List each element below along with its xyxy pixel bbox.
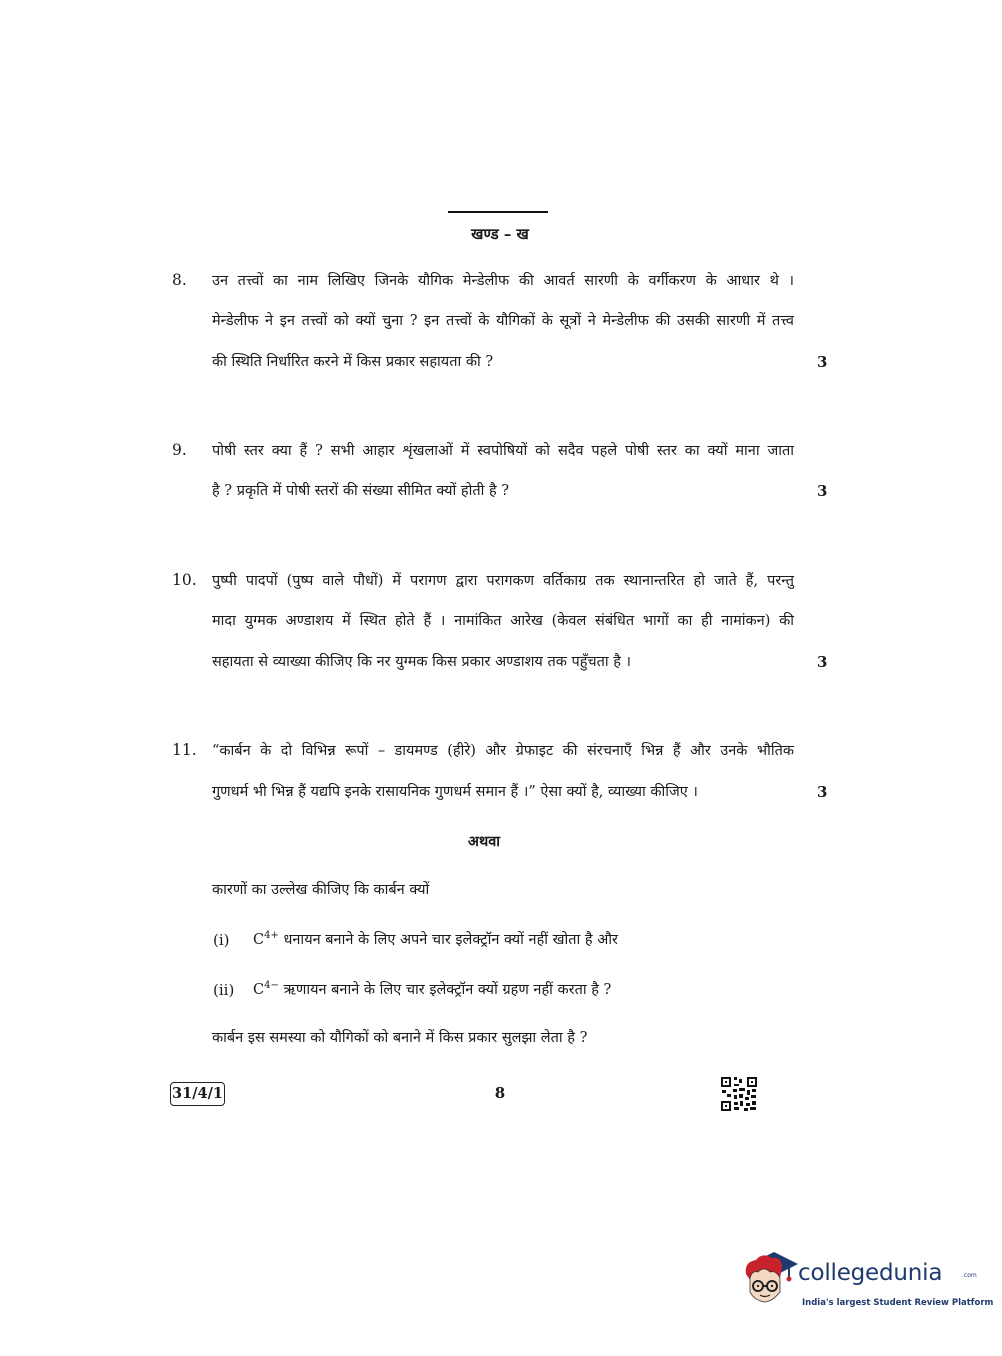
question-line: मेन्डेलीफ ने इन तत्त्वों को क्यों चुना ? इन तत्त्वों के यौगिकों के सूत्रों ने मेन्डेलीफ की उसकी सारणी में तत्त्व (212, 313, 794, 329)
page-number: 8 (494, 1084, 506, 1102)
alternative-closing: कार्बन इस समस्या को यौगिकों को बनाने में किस प्रकार सुलझा लेता है ? (212, 1030, 588, 1046)
question-line: है ? प्रकृति में पोषी स्तरों की संख्या सीमित क्यों होती है ? (212, 483, 510, 499)
collegedunia-logo (742, 1248, 994, 1318)
section-title: खण्ड – ख (471, 225, 529, 243)
brand-tld: .com (962, 1272, 977, 1279)
question-number: 9. (172, 441, 187, 459)
mascot-icon (742, 1248, 798, 1314)
question-line: मादा युग्मक अण्डाशय में स्थित होते हैं । नामांकित आरेख (केवल संबंधित भागों का ही नामांकन) की (212, 613, 794, 629)
part-body: ऋणायन बनाने के लिए चार इलेक्ट्रॉन क्यों ग्रहण नहीं करता है ? (278, 982, 612, 998)
ion-base: C (253, 982, 265, 998)
part-body: धनायन बनाने के लिए अपने चार इलेक्ट्रॉन क्यों नहीं खोता है और (278, 932, 618, 948)
brand-name: collegedunia (798, 1260, 943, 1286)
alternative-intro: कारणों का उल्लेख कीजिए कि कार्बन क्यों (212, 882, 430, 898)
question-number: 10. (172, 571, 197, 589)
question-line: गुणधर्म भी भिन्न हैं यद्यपि इनके रासायनिक गुणधर्म समान हैं ।” ऐसा क्यों है, व्याख्या कीजिए । (212, 784, 698, 800)
marks: 3 (817, 482, 828, 500)
question-line: पोषी स्तर क्या हैं ? सभी आहार शृंखलाओं में स्वपोषियों को सदैव पहले पोषी स्तर का क्यों माना जाता (212, 443, 794, 459)
part-number: (ii) (213, 981, 235, 999)
ion-charge: 4+ (264, 930, 279, 941)
question-line: उन तत्त्वों का नाम लिखिए जिनके यौगिक मेन्डेलीफ की आवर्त सारणी के वर्गीकरण के आधार थे । (212, 273, 794, 289)
or-label: अथवा (467, 833, 501, 850)
question-line: की स्थिति निर्धारित करने में किस प्रकार सहायता की ? (212, 354, 494, 370)
part-number: (i) (213, 931, 230, 949)
question-line: सहायता से व्याख्या कीजिए कि नर युग्मक किस प्रकार अण्डाशय तक पहुँचता है । (212, 654, 632, 670)
ion-base: C (253, 932, 265, 948)
section-rule (448, 211, 548, 213)
question-number: 11. (172, 741, 197, 759)
marks: 3 (817, 783, 828, 801)
marks: 3 (817, 653, 828, 671)
qr-code-icon (720, 1076, 758, 1112)
question-line: पुष्पी पादपों (पुष्प वाले पौधों) में परागण द्वारा परागकण वर्तिकाग्र तक स्थानान्तरित हो जाते हैं, परन्तु (212, 573, 794, 589)
part-text (253, 980, 611, 1000)
question-number: 8. (172, 271, 187, 289)
ion-charge: 4− (264, 980, 279, 991)
question-line: “कार्बन के दो विभिन्न रूपों – डायमण्ड (हीरे) और ग्रेफाइट की संरचनाएँ भिन्न हैं और उनके भौतिक (212, 743, 794, 759)
brand-tagline: India's largest Student Review Platform (802, 1298, 994, 1308)
marks: 3 (817, 353, 828, 371)
part-text (253, 930, 618, 950)
paper-code: 31/4/1 (170, 1082, 225, 1106)
